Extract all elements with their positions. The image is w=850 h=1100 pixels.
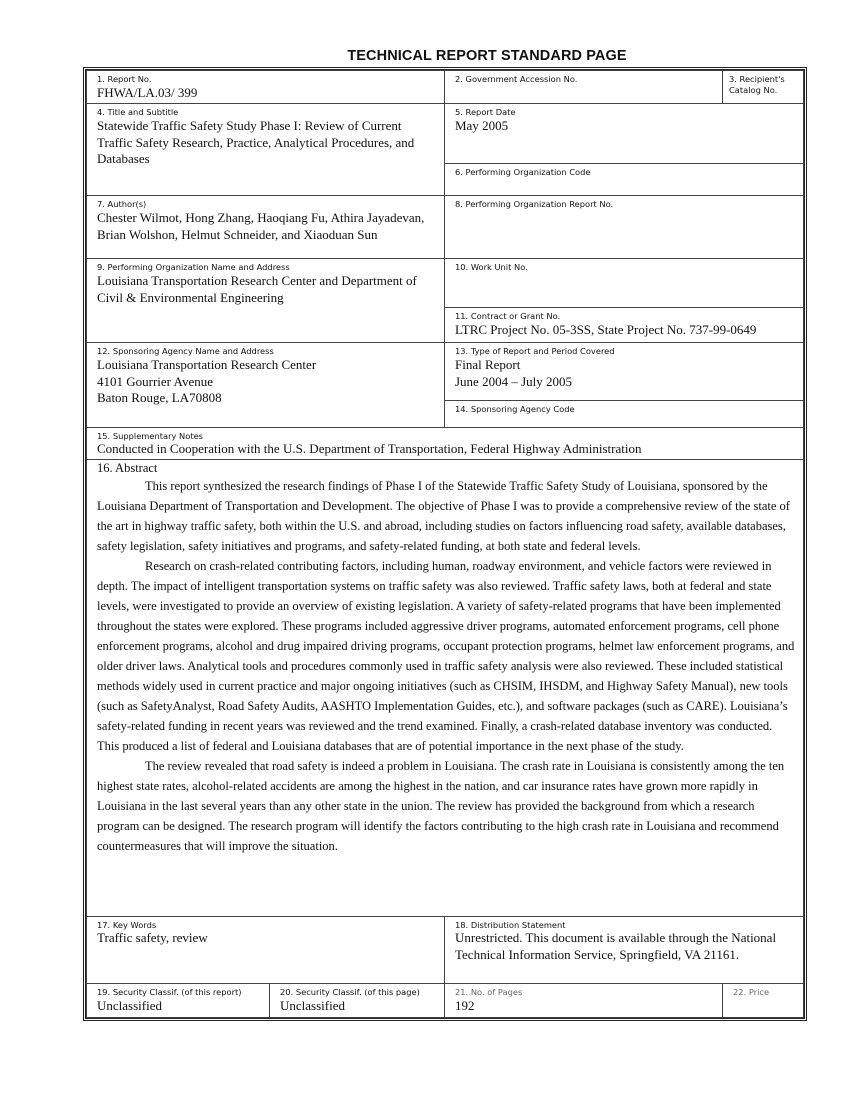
report-no-cell <box>86 70 445 104</box>
report-type-label: 13. Type of Report and Period Covered <box>455 346 615 356</box>
perf-org-name-label: 9. Performing Organization Name and Address <box>97 262 290 272</box>
contract-value: LTRC Project No. 05-3SS, State Project No. 737-99-0649 <box>455 322 757 337</box>
title-cell <box>86 103 445 196</box>
report-no-value: FHWA/LA.03/ 399 <box>97 85 198 100</box>
report-form <box>83 67 807 1021</box>
sponsoring-agency-code-label: 14. Sponsoring Agency Code <box>455 404 575 414</box>
distribution-label: 18. Distribution Statement <box>455 920 566 930</box>
gov-accession-cell <box>444 70 723 104</box>
supplementary-notes-label: 15. Supplementary Notes <box>97 431 204 441</box>
perf-org-code-cell <box>444 163 804 196</box>
title-label: 4. Title and Subtitle <box>97 107 179 117</box>
supplementary-notes-value: Conducted in Cooperation with the U.S. Department of Transportation, Federal Highway Administration <box>97 441 642 456</box>
title-value: Statewide Traffic Safety Study Phase I: Review of Current Traffic Safety Research, Practice, Analytical Procedures, and Databases <box>97 118 415 166</box>
security-page-cell <box>269 983 445 1018</box>
abstract-cell <box>86 459 804 917</box>
abstract-label: 16. Abstract <box>97 461 158 475</box>
sponsoring-agency-line2: 4101 Gourrier Avenue <box>97 373 214 389</box>
sponsoring-agency-cell <box>86 342 445 428</box>
perf-org-report-label: 8. Performing Organization Report No. <box>455 199 614 209</box>
report-type-line2: June 2004 – July 2005 <box>455 373 572 389</box>
price-cell <box>722 983 804 1018</box>
abstract-paragraph: This report synthesized the research findings of Phase I of the Statewide Traffic Safety Study of Louisiana, sponsored by the Louisiana Department of Transportation and Development. The objective of Phase I was to provide a comprehensive review of the state of the art in highway traffic safety, both within the U.S. and abroad, including studies on factors influencing road safety, available databases, safety legislation, safety initiatives and programs, and safety-related funding, at both state and federal levels. <box>97 479 790 553</box>
num-pages-cell <box>444 983 723 1018</box>
sponsoring-agency-label: 12. Sponsoring Agency Name and Address <box>97 346 274 356</box>
report-date-cell <box>444 103 804 164</box>
authors-label: 7. Author(s) <box>97 199 147 209</box>
distribution-value: Unrestricted. This document is available through the National Technical Information Service, Springfield, VA 21161. <box>455 930 777 962</box>
num-pages-value: 192 <box>455 998 475 1013</box>
sponsoring-agency-line1: Louisiana Transportation Research Center <box>97 357 317 372</box>
page-title: TECHNICAL REPORT STANDARD PAGE <box>347 48 627 64</box>
price-label: 22. Price <box>733 987 770 997</box>
key-words-label: 17. Key Words <box>97 920 157 930</box>
num-pages-label: 21. No. of Pages <box>455 987 523 997</box>
report-date-label: 5. Report Date <box>455 107 516 117</box>
report-type-cell <box>444 342 804 401</box>
report-no-label: 1. Report No. <box>97 74 152 84</box>
perf-org-name-cell <box>86 258 445 343</box>
security-report-cell <box>86 983 270 1018</box>
abstract-paragraph: The review revealed that road safety is indeed a problem in Louisiana. The crash rate in Louisiana is consistently among the ten highest state rates, alcohol-related accidents are among the highest in the nation, and car insurance rates have grown more rapidly in Louisiana in the last several years than any other state in the union. The review has provided the background from which a research program can be designed. The research program will identify the factors contributing to the high crash rate in Louisiana and recommend countermeasures that will improve the situation. <box>97 759 785 853</box>
work-unit-cell <box>444 258 804 308</box>
report-date-value: May 2005 <box>455 118 509 133</box>
key-words-value: Traffic safety, review <box>97 930 208 945</box>
gov-accession-label: 2. Government Accession No. <box>455 74 578 84</box>
perf-org-report-cell <box>444 195 804 259</box>
security-report-label: 19. Security Classif. (of this report) <box>97 987 242 997</box>
work-unit-label: 10. Work Unit No. <box>455 262 528 272</box>
sponsoring-agency-code-cell <box>444 400 804 428</box>
distribution-cell <box>444 916 804 984</box>
key-words-cell <box>86 916 445 984</box>
contract-label: 11. Contract or Grant No. <box>455 311 561 321</box>
abstract-paragraph: Research on crash-related contributing factors, including human, roadway environment, and vehicle factors were reviewed in depth. The impact of intelligent transportation systems on traffic safety was also reviewed. Traffic safety laws, both at federal and state levels, were investigated to provide an overview of existing legislation. A variety of safety-related programs that have been implemented throughout the states were explored. These programs included aggressive driver programs, automated enforcement programs, cell phone enforcement programs, alcohol and drug impaired driving programs, occupant protection programs, helmet law enforcement programs, and older driver laws. Analytical tools and procedures commonly used in traffic safety analysis were also reviewed. These included statistical methods widely used in current practice and major ongoing initiatives (such as CHSIM, IHSDM, and Highway Safety Manual), new tools (such as SafetyAnalyst, Road Safety Audits, AASHTO Implementation Guides, etc.), and software packages (such as CARE). Louisiana’s safety-related funding in recent years was reviewed and the trend examined. Finally, a crash-related database inventory was conducted. This produced a list of federal and Louisiana databases that are of potential importance in the next phase of the study. <box>97 559 795 753</box>
security-page-label: 20. Security Classif. (of this page) <box>280 987 420 997</box>
security-page-value: Unclassified <box>280 998 345 1013</box>
report-type-line1: Final Report <box>455 357 521 372</box>
perf-org-name-value: Louisiana Transportation Research Center and Department of Civil & Environmental Engineering <box>97 273 417 305</box>
security-report-value: Unclassified <box>97 998 162 1013</box>
recipient-catalog-label: 3. Recipient's Catalog No. <box>729 74 785 95</box>
authors-cell <box>86 195 445 259</box>
contract-cell <box>444 307 804 343</box>
authors-value: Chester Wilmot, Hong Zhang, Haoqiang Fu, Athira Jayadevan, Brian Wolshon, Helmut Schneider, and Xiaoduan Sun <box>97 210 425 242</box>
supplementary-notes-cell <box>86 427 804 460</box>
recipient-catalog-cell <box>722 70 804 104</box>
sponsoring-agency-line3: Baton Rouge, LA70808 <box>97 390 222 405</box>
perf-org-code-label: 6. Performing Organization Code <box>455 167 591 177</box>
